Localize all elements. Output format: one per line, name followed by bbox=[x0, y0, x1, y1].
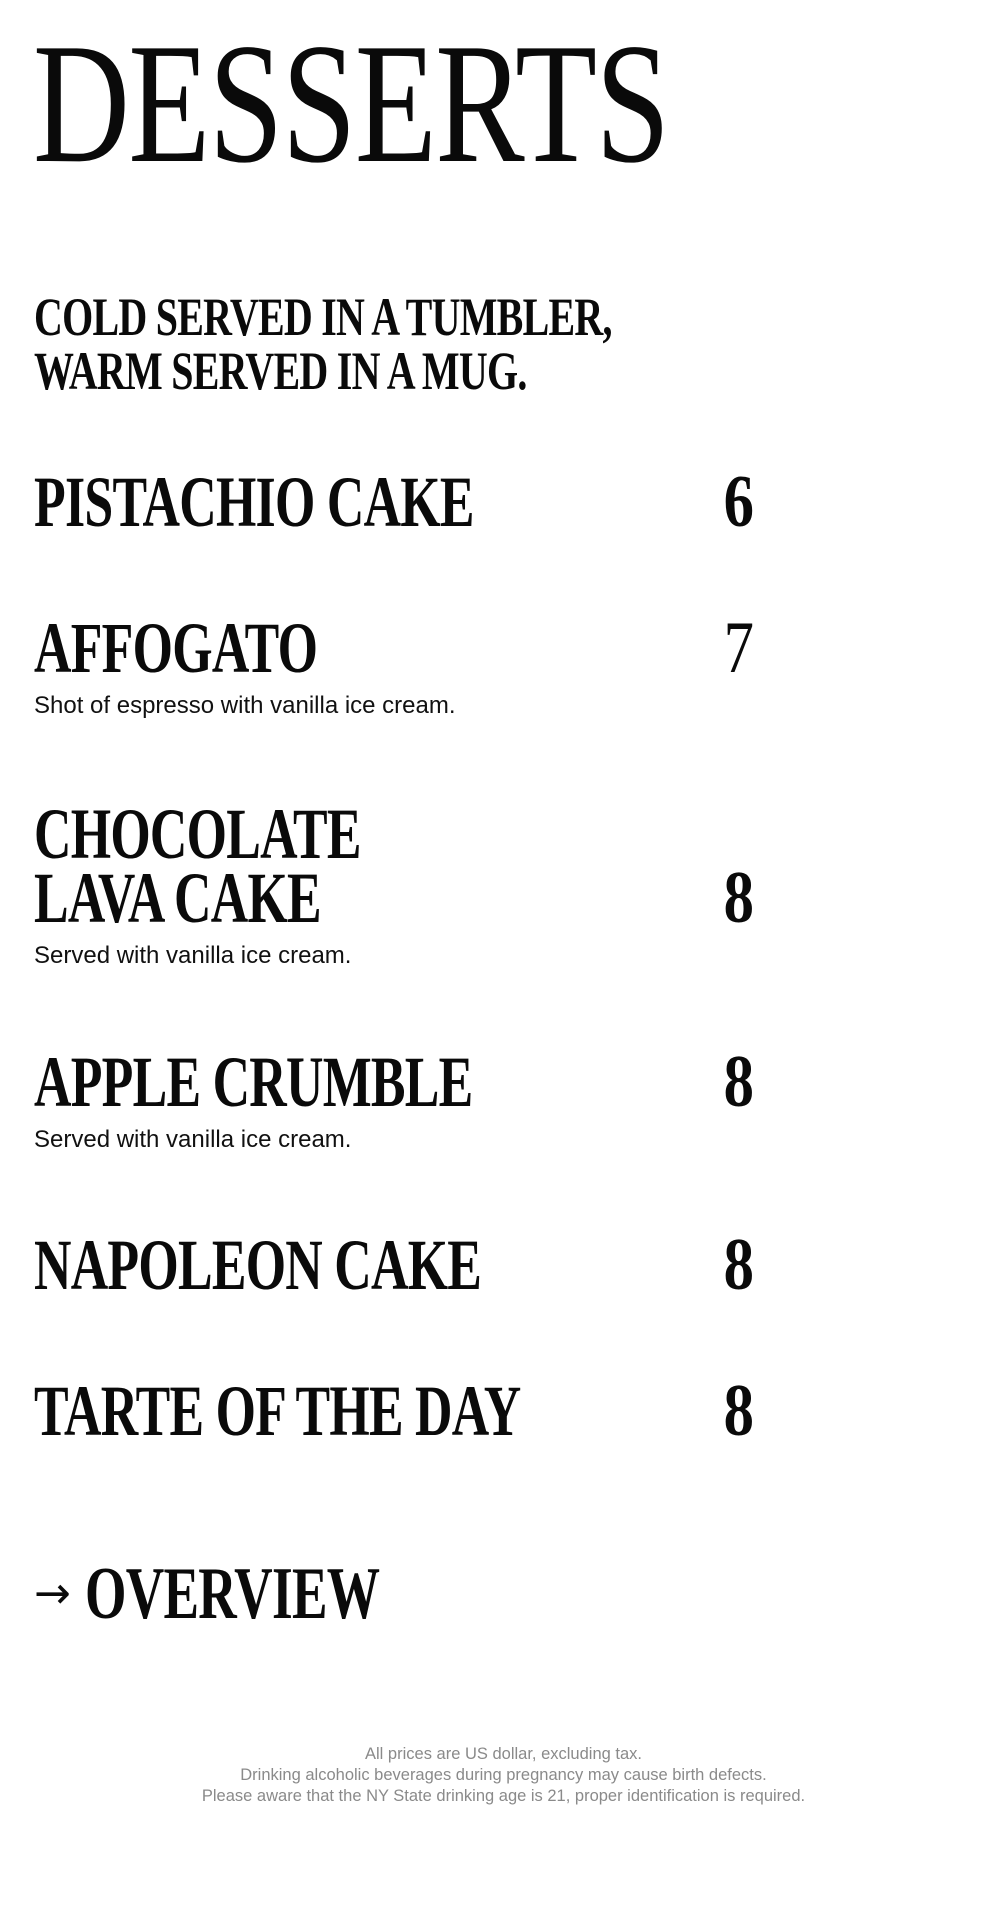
menu-item-name-line: TARTE OF THE DAY bbox=[34, 1371, 521, 1451]
footer-line: Please aware that the NY State drinking age is 21, proper identification is required. bbox=[201, 1787, 806, 1805]
serving-note-line-2: WARM SERVED IN A MUG. bbox=[34, 341, 527, 401]
footer-line: All prices are US dollar, excluding tax. bbox=[365, 1745, 642, 1763]
menu-item-affogato bbox=[34, 607, 884, 720]
menu-item-price: 8 bbox=[723, 1041, 754, 1123]
serving-note bbox=[34, 287, 612, 401]
menu-item-name bbox=[34, 1042, 646, 1122]
menu-item-price: 8 bbox=[723, 1224, 754, 1306]
menu-item-name bbox=[34, 462, 646, 542]
menu-item-description: Shot of espresso with vanilla ice cream. bbox=[34, 692, 456, 719]
arrow-right-icon: → bbox=[34, 1568, 71, 1619]
menu-item-name-line: PISTACHIO CAKE bbox=[34, 462, 474, 542]
menu-item-price: 8 bbox=[723, 1370, 754, 1452]
menu-item-name bbox=[34, 1225, 646, 1305]
menu-item-description: Served with vanilla ice cream. bbox=[34, 1126, 352, 1153]
menu-item-price: 6 bbox=[723, 461, 754, 543]
menu-item-pistachio-cake bbox=[34, 461, 884, 543]
menu-item-price: 8 bbox=[723, 857, 754, 939]
menu-item-napoleon-cake bbox=[34, 1224, 884, 1306]
footer-disclaimer bbox=[0, 1744, 1007, 1807]
menu-item-name-line: APPLE CRUMBLE bbox=[34, 1042, 473, 1122]
menu-item-price: 7 bbox=[723, 607, 754, 689]
overview-link-label: OVERVIEW bbox=[84, 1553, 380, 1635]
menu-item-description: Served with vanilla ice cream. bbox=[34, 942, 352, 969]
menu-item-name-line: LAVA CAKE bbox=[34, 858, 321, 938]
menu-item-name-line: AFFOGATO bbox=[34, 608, 318, 688]
footer-line: Drinking alcoholic beverages during pregnancy may cause birth defects. bbox=[240, 1766, 767, 1784]
menu-item-name bbox=[34, 608, 646, 688]
menu-item-name bbox=[34, 1371, 646, 1451]
menu-item-tarte-of-the-day bbox=[34, 1370, 884, 1452]
menu-item-name-line: NAPOLEON CAKE bbox=[34, 1225, 482, 1305]
overview-link[interactable] bbox=[34, 1553, 494, 1635]
serving-note-line-1: COLD SERVED IN A TUMBLER, bbox=[34, 287, 612, 347]
menu-item-name-line: CHOCOLATE bbox=[34, 794, 361, 874]
menu-item-chocolate-lava-cake bbox=[34, 794, 884, 970]
menu-item-apple-crumble bbox=[34, 1041, 884, 1154]
page-title: DESSERTS bbox=[33, 9, 669, 199]
menu-item-name bbox=[34, 794, 646, 938]
